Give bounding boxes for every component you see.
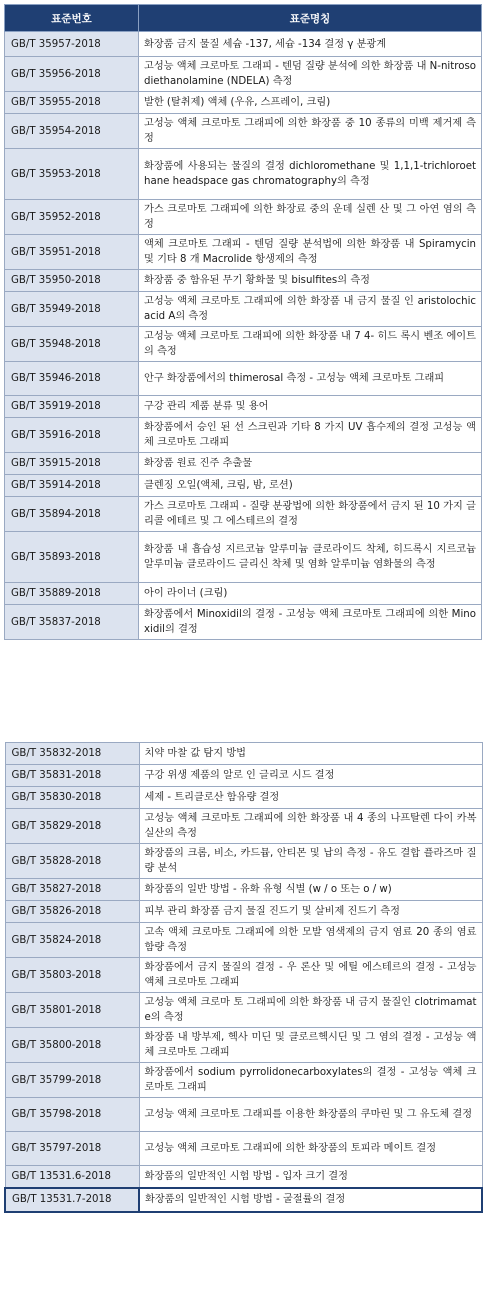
table-row bbox=[5, 270, 482, 292]
standard-number-cell: GB/T 35954-2018 bbox=[5, 114, 139, 149]
table-row bbox=[5, 1098, 482, 1132]
table-row bbox=[5, 200, 482, 235]
standard-number-cell: GB/T 35915-2018 bbox=[5, 453, 139, 475]
table-row bbox=[5, 292, 482, 327]
standard-number-cell: GB/T 35826-2018 bbox=[5, 901, 139, 923]
header-standard-number: 표준번호 bbox=[5, 5, 139, 32]
standard-name-cell: 피부 관리 화장품 금지 물질 진드기 및 살비제 진드기 측정 bbox=[139, 901, 482, 923]
table-row bbox=[5, 879, 482, 901]
standard-number-cell: GB/T 13531.7-2018 bbox=[5, 1188, 139, 1212]
standard-number-cell: GB/T 35824-2018 bbox=[5, 923, 139, 958]
standard-name-cell: 고성능 액체 크로마토 그래피 - 텐덤 질량 분석에 의한 화장품 내 N-nitrosodiethanolamine (NDELA) 측정 bbox=[139, 57, 482, 92]
standard-number-cell: GB/T 35957-2018 bbox=[5, 32, 139, 57]
standard-number-cell: GB/T 35797-2018 bbox=[5, 1132, 139, 1166]
standard-name-cell: 고성능 액체 크로마토 그래피에 의한 화장품의 토피라 메이트 결정 bbox=[139, 1132, 482, 1166]
table-row bbox=[5, 743, 482, 765]
table-header-row bbox=[5, 5, 482, 32]
standard-name-cell: 고성능 액체 크로마토 그래피에 의한 화장품 내 금지 물질 인 aristolochic acid A의 측정 bbox=[139, 292, 482, 327]
standard-name-cell: 세제 - 트리클로산 함유량 결정 bbox=[139, 787, 482, 809]
standard-name-cell: 화장품에서 sodium pyrrolidonecarboxylates의 결정 - 고성능 액체 크로마토 그래피 bbox=[139, 1063, 482, 1098]
standard-number-cell: GB/T 35837-2018 bbox=[5, 605, 139, 640]
standards-table-2 bbox=[4, 742, 483, 1213]
standard-number-cell: GB/T 35953-2018 bbox=[5, 149, 139, 200]
table-1-body bbox=[5, 32, 482, 640]
standard-number-cell: GB/T 35828-2018 bbox=[5, 844, 139, 879]
table-row bbox=[5, 497, 482, 532]
standard-number-cell: GB/T 35948-2018 bbox=[5, 327, 139, 362]
standard-name-cell: 고성능 액체 크로마토 그래피에 의한 화장품 내 4 종의 나프탈렌 다이 카복실산의 측정 bbox=[139, 809, 482, 844]
table-2-body bbox=[5, 743, 482, 1188]
standard-name-cell: 클렌징 오일(액체, 크림, 밤, 로션) bbox=[139, 475, 482, 497]
table-row bbox=[5, 57, 482, 92]
standard-name-cell: 화장품의 일반적인 시험 방법 - 굴절률의 결정 bbox=[139, 1188, 482, 1212]
table-row bbox=[5, 923, 482, 958]
standard-name-cell: 액체 크로마토 그래피 - 텐덤 질량 분석법에 의한 화장품 내 Spiramycin 및 기타 8 개 Macrolide 항생제의 측정 bbox=[139, 235, 482, 270]
standard-name-cell: 화장품 내 흡습성 지르코늄 알루미늄 클로라이드 착체, 히드록시 지르코늄 알루미늄 클로라이드 글리신 착체 및 염화 알루미늄 염화물의 측정 bbox=[139, 532, 482, 583]
standard-number-cell: GB/T 35916-2018 bbox=[5, 418, 139, 453]
standard-number-cell: GB/T 35893-2018 bbox=[5, 532, 139, 583]
table-row bbox=[5, 92, 482, 114]
standard-name-cell: 화장품의 크롬, 비소, 카드뮴, 안티몬 및 납의 측정 - 유도 결합 플라즈마 질량 분석 bbox=[139, 844, 482, 879]
table-row bbox=[5, 1132, 482, 1166]
standard-number-cell: GB/T 35946-2018 bbox=[5, 362, 139, 396]
standard-name-cell: 고속 액체 크로마토 그래피에 의한 모발 염색제의 금지 염료 20 종의 염료 함량 측정 bbox=[139, 923, 482, 958]
table-row bbox=[5, 1063, 482, 1098]
standard-name-cell: 구강 위생 제품의 알로 인 글리코 시드 결정 bbox=[139, 765, 482, 787]
standard-name-cell: 화장품 내 방부제, 헥사 미딘 및 클로르헥시딘 및 그 염의 결정 - 고성능 액체 크로마토 그래피 bbox=[139, 1028, 482, 1063]
table-row bbox=[5, 453, 482, 475]
table-row bbox=[5, 901, 482, 923]
table-row bbox=[5, 235, 482, 270]
standard-name-cell: 고성능 액체 크로마 토 그래피에 의한 화장품 내 금지 물질인 clotrimamate의 측정 bbox=[139, 993, 482, 1028]
table-row bbox=[5, 396, 482, 418]
table-row bbox=[5, 993, 482, 1028]
table-row bbox=[5, 114, 482, 149]
standard-name-cell: 화장품의 일반 방법 - 유화 유형 식별 (w / o 또는 o / w) bbox=[139, 879, 482, 901]
standard-number-cell: GB/T 35955-2018 bbox=[5, 92, 139, 114]
standard-name-cell: 발한 (탈취제) 액체 (우유, 스프레이, 크림) bbox=[139, 92, 482, 114]
standard-number-cell: GB/T 35829-2018 bbox=[5, 809, 139, 844]
standard-number-cell: GB/T 35799-2018 bbox=[5, 1063, 139, 1098]
standard-number-cell: GB/T 35800-2018 bbox=[5, 1028, 139, 1063]
standard-number-cell: GB/T 35894-2018 bbox=[5, 497, 139, 532]
standard-name-cell: 화장품 원료 진주 추출물 bbox=[139, 453, 482, 475]
table-row bbox=[5, 1028, 482, 1063]
table-row bbox=[5, 605, 482, 640]
table-row bbox=[5, 958, 482, 993]
table-row bbox=[5, 362, 482, 396]
table-row bbox=[5, 765, 482, 787]
standard-number-cell: GB/T 13531.6-2018 bbox=[5, 1166, 139, 1188]
table-row bbox=[5, 149, 482, 200]
standard-name-cell: 구강 관리 제품 분류 및 용어 bbox=[139, 396, 482, 418]
standard-name-cell: 화장품에서 Minoxidil의 결정 - 고성능 액체 크로마토 그래피에 의한 Minoxidil의 결정 bbox=[139, 605, 482, 640]
standard-number-cell: GB/T 35832-2018 bbox=[5, 743, 139, 765]
standard-number-cell: GB/T 35914-2018 bbox=[5, 475, 139, 497]
standard-number-cell: GB/T 35952-2018 bbox=[5, 200, 139, 235]
table-row bbox=[5, 327, 482, 362]
table-row bbox=[5, 475, 482, 497]
standard-name-cell: 가스 크로마토 그래피 - 질량 분광법에 의한 화장품에서 금지 된 10 가지 글리콜 에테르 및 그 에스테르의 결정 bbox=[139, 497, 482, 532]
standard-number-cell: GB/T 35801-2018 bbox=[5, 993, 139, 1028]
standard-name-cell: 고성능 액체 크로마토 그래피에 의한 화장품 중 10 종류의 미백 제거제 측정 bbox=[139, 114, 482, 149]
standard-number-cell: GB/T 35803-2018 bbox=[5, 958, 139, 993]
standard-number-cell: GB/T 35830-2018 bbox=[5, 787, 139, 809]
table-row bbox=[5, 844, 482, 879]
standard-name-cell: 화장품에 사용되는 물질의 결정 dichloromethane 및 1,1,1-trichloroethane headspace gas chromatography의 측정 bbox=[139, 149, 482, 200]
standard-number-cell: GB/T 35951-2018 bbox=[5, 235, 139, 270]
standard-name-cell: 아이 라이너 (크림) bbox=[139, 583, 482, 605]
standard-number-cell: GB/T 35950-2018 bbox=[5, 270, 139, 292]
standard-name-cell: 가스 크로마토 그래피에 의한 화장료 중의 운데 실렌 산 및 그 아연 염의 측정 bbox=[139, 200, 482, 235]
standard-number-cell: GB/T 35827-2018 bbox=[5, 879, 139, 901]
standard-name-cell: 화장품에서 승인 된 선 스크린과 기타 8 가지 UV 흡수제의 결정 고성능 액체 크로마토 그래피 bbox=[139, 418, 482, 453]
standards-table-1 bbox=[4, 4, 482, 640]
table-row bbox=[5, 809, 482, 844]
standard-name-cell: 안구 화장품에서의 thimerosal 측정 - 고성능 액체 크로마토 그래피 bbox=[139, 362, 482, 396]
standard-name-cell: 고성능 액체 크로마토 그래피에 의한 화장품 내 7 4- 히드 록시 벤조 에이트의 측정 bbox=[139, 327, 482, 362]
header-standard-name: 표준명칭 bbox=[139, 5, 482, 32]
standard-name-cell: 화장품에서 금지 물질의 결정 - 우 론산 및 에틸 에스테르의 결정 - 고성능 액체 크로마토 그래피 bbox=[139, 958, 482, 993]
standard-name-cell: 화장품 금지 물질 세슘 -137, 세슘 -134 결정 γ 분광계 bbox=[139, 32, 482, 57]
standard-number-cell: GB/T 35956-2018 bbox=[5, 57, 139, 92]
table-row bbox=[5, 1166, 482, 1188]
table-row bbox=[5, 787, 482, 809]
standard-number-cell: GB/T 35919-2018 bbox=[5, 396, 139, 418]
standard-number-cell: GB/T 35889-2018 bbox=[5, 583, 139, 605]
table-row bbox=[5, 418, 482, 453]
standard-number-cell: GB/T 35831-2018 bbox=[5, 765, 139, 787]
table-row bbox=[5, 583, 482, 605]
standard-name-cell: 화장품의 일반적인 시험 방법 - 입자 크기 결정 bbox=[139, 1166, 482, 1188]
standard-name-cell: 고성능 액체 크로마토 그래피를 이용한 화장품의 쿠마린 및 그 유도체 결정 bbox=[139, 1098, 482, 1132]
table-row-highlighted bbox=[5, 1188, 482, 1212]
table-row bbox=[5, 32, 482, 57]
table-row bbox=[5, 532, 482, 583]
standard-name-cell: 화장품 중 함유된 무기 황화물 및 bisulfites의 측정 bbox=[139, 270, 482, 292]
standard-number-cell: GB/T 35949-2018 bbox=[5, 292, 139, 327]
standard-name-cell: 치약 마찰 값 탐지 방법 bbox=[139, 743, 482, 765]
standard-number-cell: GB/T 35798-2018 bbox=[5, 1098, 139, 1132]
